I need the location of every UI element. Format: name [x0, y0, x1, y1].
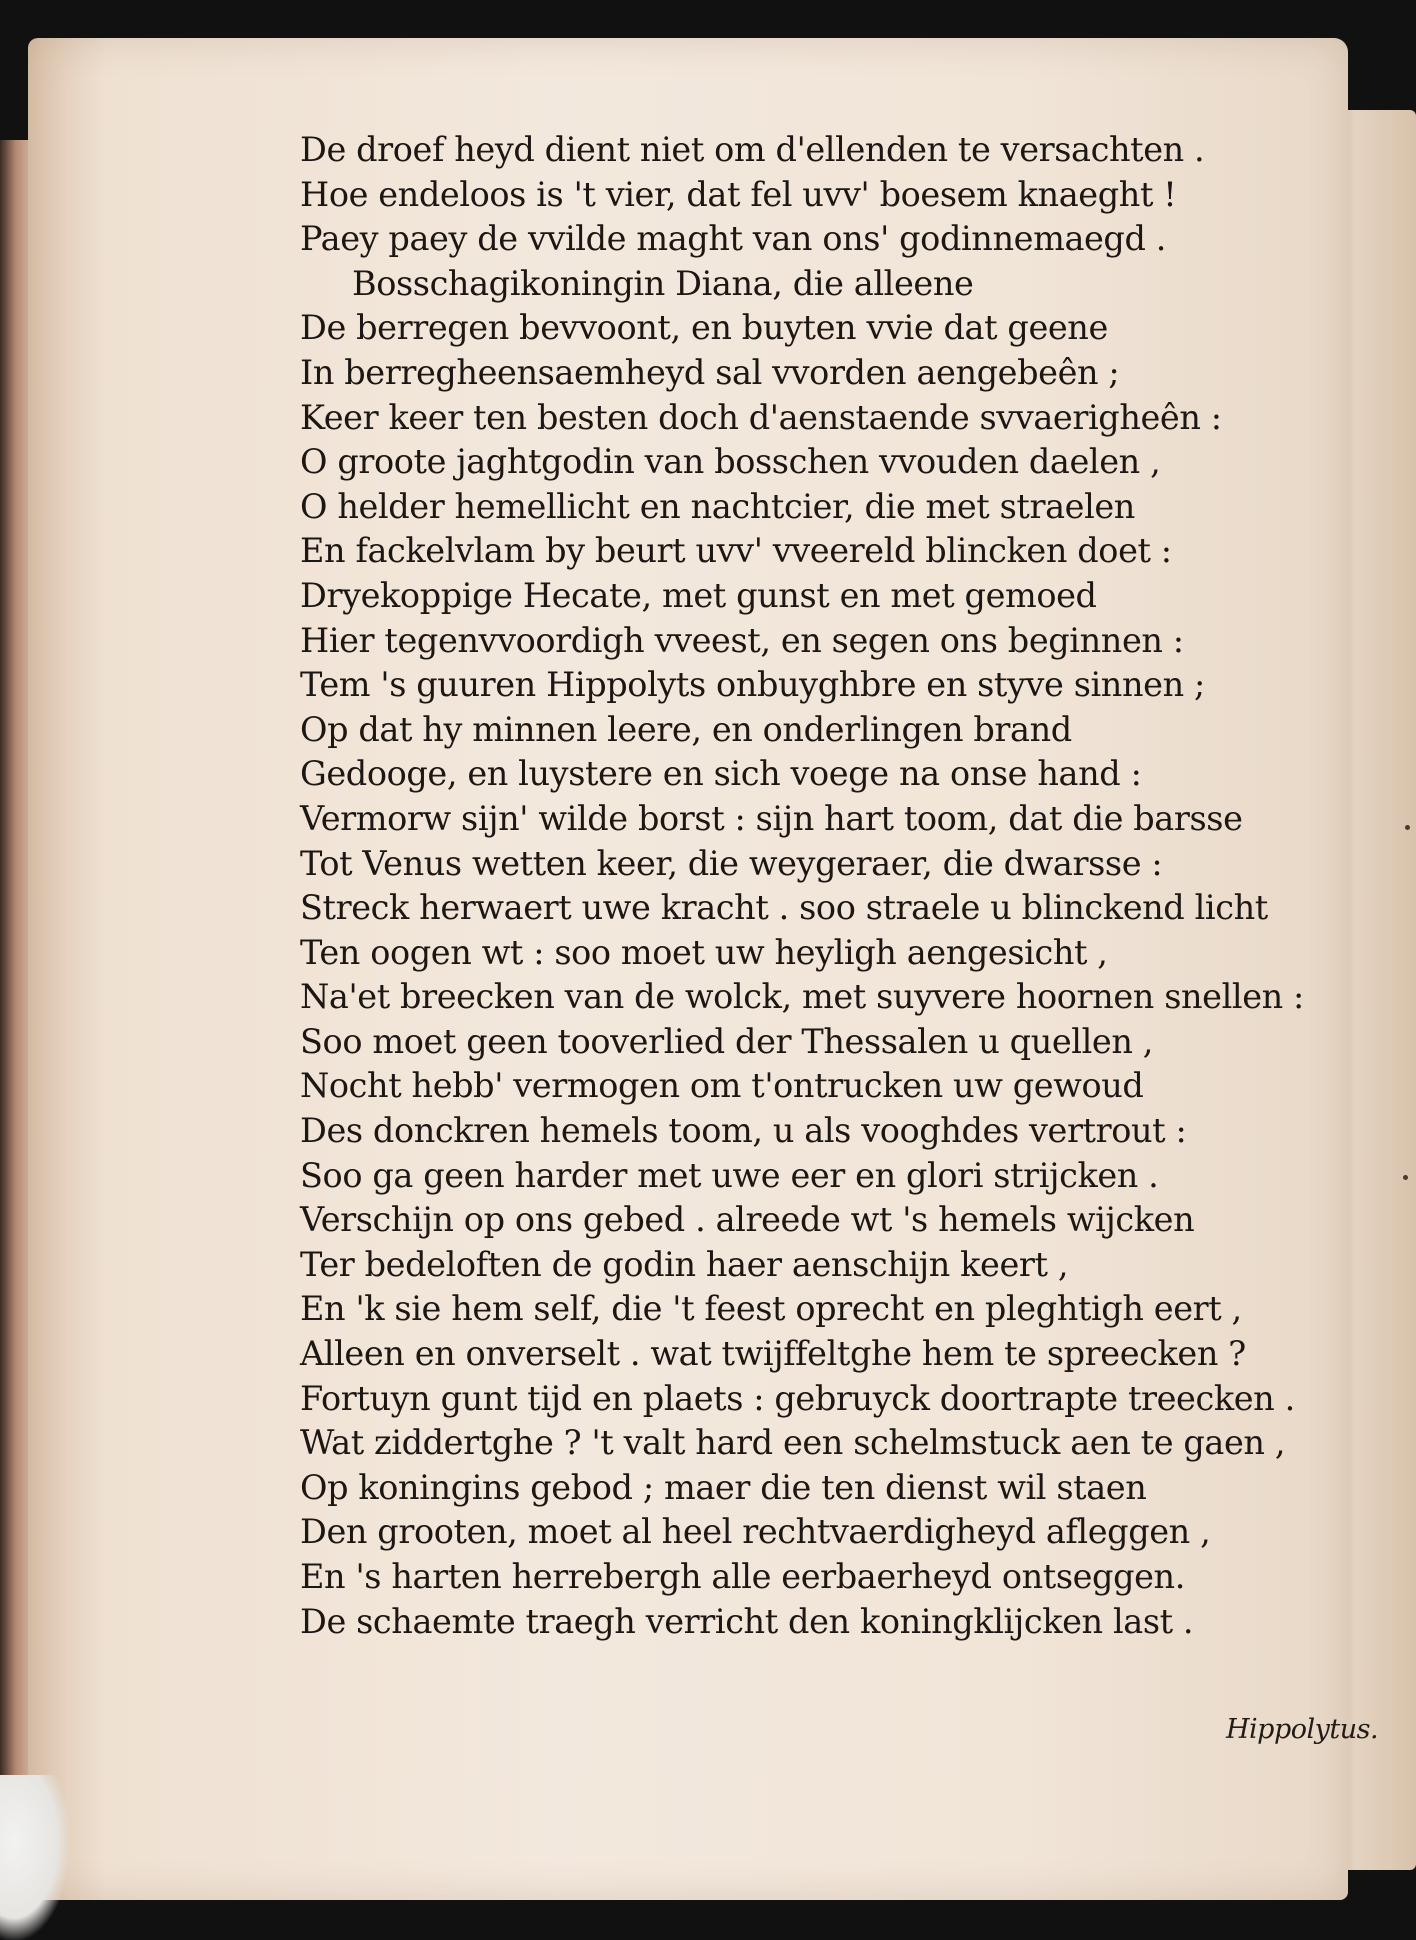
poem-line: Op dat hy minnen leere, en onderlingen brand [300, 709, 1072, 749]
poem-line: De berregen bevvoont, en buyten vvie dat geene [300, 308, 1108, 348]
poem-line: Nocht hebb' vermogen om t'ontrucken uw gewoud [300, 1066, 1144, 1106]
poem-line: De droef heyd dient niet om d'ellenden te versachten . [300, 130, 1205, 169]
poem-line: Ten oogen wt : soo moet uw heyligh aengesicht , [300, 932, 1108, 972]
poem-line: O helder hemellicht en nachtcier, die met straelen [300, 486, 1135, 526]
poem-line: Gedooge, en luystere en sich voege na onse hand : [300, 754, 1142, 794]
poem-line: Paey paey de vvilde maght van ons' godinnemaegd . [300, 219, 1167, 259]
poem-line: Alleen en onverselt . wat twijffeltghe hem te spreecken ? [300, 1334, 1246, 1374]
poem-line: De schaemte traegh verricht den koningklijcken last . [300, 1601, 1194, 1641]
corner-stain [0, 1775, 70, 1940]
poem-line: Vermorw sijn' wilde borst : sijn hart toom, dat die barsse [300, 798, 1243, 838]
poem-line: Streck herwaert uwe kracht . soo straele u blinckend licht [300, 888, 1268, 928]
poem-line: Ter bedeloften de godin haer aenschijn keert , [300, 1244, 1069, 1284]
poem-text-block [300, 128, 1330, 1644]
poem-line: Op koningins gebod ; maer die ten dienst wil staen [300, 1467, 1147, 1507]
poem-line: Tot Venus wetten keer, die weygeraer, die dwarsse : [300, 843, 1163, 883]
poem-line: Na'et breecken van de wolck, met suyvere hoornen snellen : [300, 977, 1304, 1017]
poem-line: Soo moet geen tooverlied der Thessalen u quellen , [300, 1021, 1154, 1061]
poem-line: Fortuyn gunt tijd en plaets : gebruyck doortrapte treecken . [300, 1378, 1295, 1418]
poem-line: Soo ga geen harder met uwe eer en glori strijcken . [300, 1155, 1159, 1195]
poem-line: O groote jaghtgodin van bosschen vvouden daelen , [300, 442, 1161, 482]
poem-line: Den grooten, moet al heel rechtvaerdigheyd afleggen , [300, 1512, 1211, 1552]
poem-line: Des donckren hemels toom, u als vooghdes vertrout : [300, 1111, 1187, 1151]
poem-line: Dryekoppige Hecate, met gunst en met gemoed [300, 575, 1097, 615]
catchword: Hippolytus. [1226, 1714, 1379, 1745]
poem-line: Tem 's guuren Hippolyts onbuyghbre en styve sinnen ; [300, 665, 1205, 705]
poem-line: In berregheensaemheyd sal vvorden aengebeên ; [300, 352, 1120, 392]
page-speck [1405, 825, 1410, 830]
poem-line: En 's harten herrebergh alle eerbaerheyd ontseggen. [300, 1557, 1185, 1596]
poem-line: Keer keer ten besten doch d'aenstaende svvaerigheên : [300, 397, 1222, 437]
poem-line: Wat ziddertghe ? 't valt hard een schelmstuck aen te gaen , [300, 1423, 1286, 1463]
poem-line: Hier tegenvvoordigh vveest, en segen ons beginnen : [300, 620, 1184, 660]
poem-line: Verschijn op ons gebed . alreede wt 's hemels wijcken [300, 1200, 1195, 1240]
poem-line: Bosschagikoningin Diana, die alleene [352, 263, 974, 303]
page-speck [1403, 1175, 1408, 1180]
poem-line: Hoe endeloos is 't vier, dat fel uvv' boesem knaeght ! [300, 174, 1177, 214]
poem-line: En 'k sie hem self, die 't feest oprecht en pleghtigh eert , [300, 1289, 1242, 1329]
poem-line: En fackelvlam by beurt uvv' vveereld blincken doet : [300, 531, 1172, 571]
